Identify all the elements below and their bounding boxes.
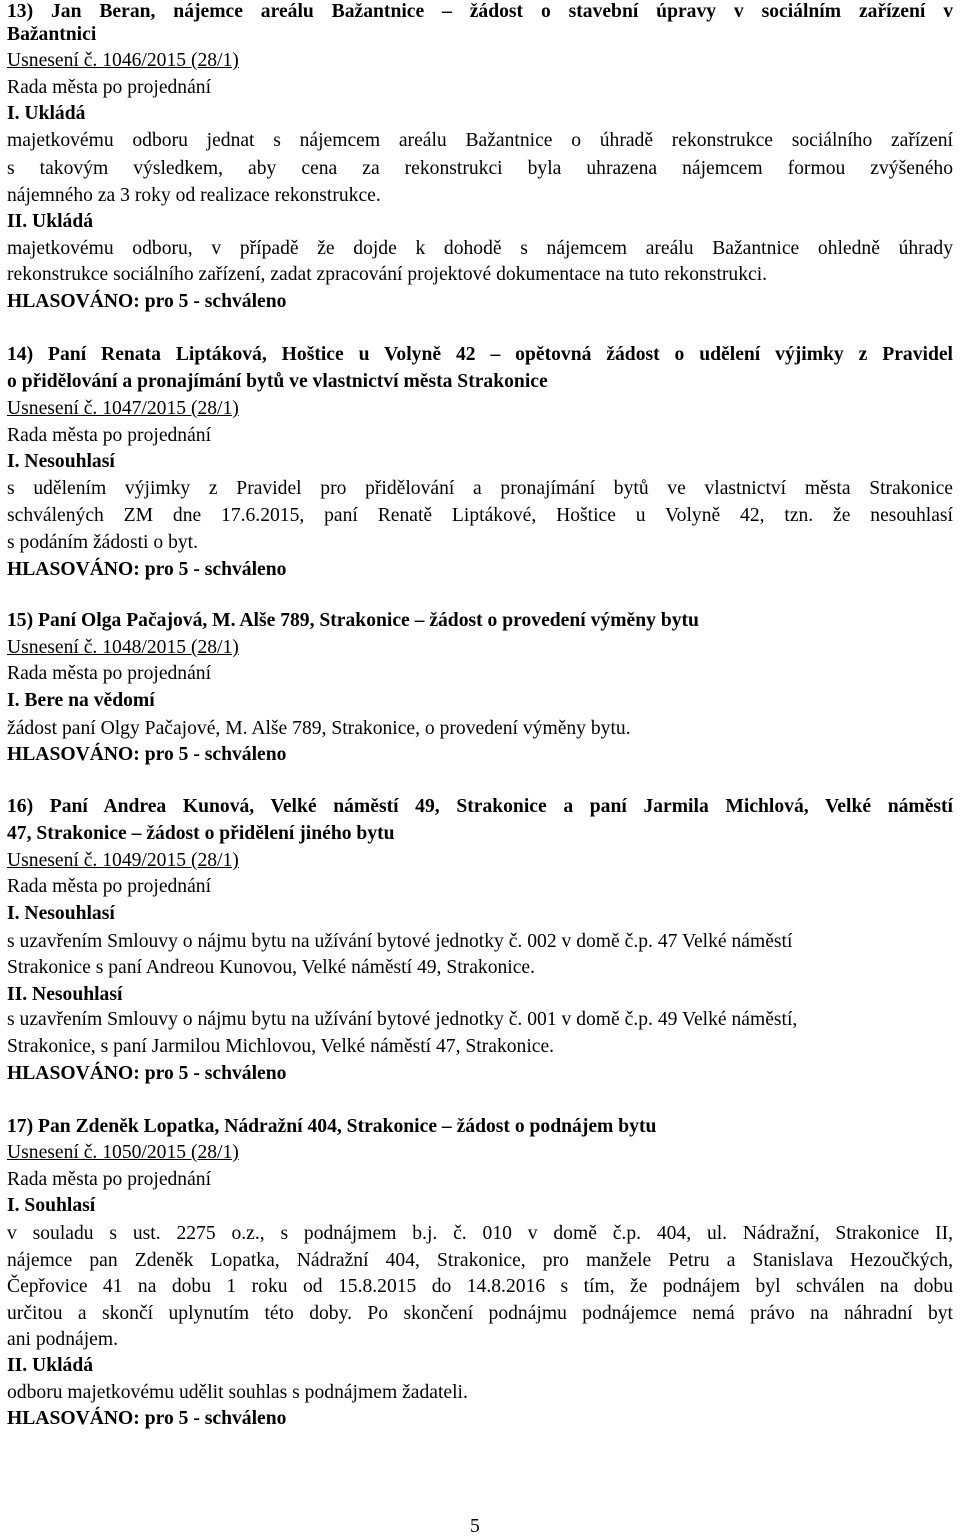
resolution-text: s podáním žádosti o byt.	[7, 532, 199, 553]
resolution-text: nájemce pan Zdeněk Lopatka, Nádražní 404, Strakonice, pro manžele Petru a Stanislava Hezoučkých,	[7, 1250, 953, 1271]
resolution-text: odboru majetkovému udělit souhlas s podnájmem žadateli.	[7, 1382, 468, 1403]
resolution-point-heading: I. Souhlasí	[7, 1195, 96, 1216]
section-14-title: 14) Paní Renata Liptáková, Hoštice u Volyně 42 – opětovná žádost o udělení výjimky z Pravidel	[7, 344, 953, 365]
council-line: Rada města po projednání	[7, 425, 212, 446]
resolution-point-heading: I. Nesouhlasí	[7, 903, 115, 924]
resolution-text: rekonstrukce sociálního zařízení, zadat zpracování projektové dokumentace na tuto rekonstrukci.	[7, 264, 768, 285]
resolution-text: s uzavřením Smlouvy o nájmu bytu na užívání bytové jednotky č. 001 v domě č.p. 49 Velké náměstí,	[7, 1009, 798, 1030]
vote-result: HLASOVÁNO: pro 5 - schváleno	[7, 1063, 287, 1084]
vote-result: HLASOVÁNO: pro 5 - schváleno	[7, 744, 287, 765]
resolution-point-heading: II. Nesouhlasí	[7, 984, 123, 1005]
resolution-text: Čepřovice 41 na dobu 1 roku od 15.8.2015 do 14.8.2016 s tím, že podnájem byl schválen na dobu	[7, 1276, 953, 1297]
section-13-title-cont: Bažantnici	[7, 24, 97, 45]
resolution-point-heading: II. Ukládá	[7, 1355, 94, 1376]
resolution-point-heading: I. Ukládá	[7, 103, 86, 124]
resolution-text: Strakonice, s paní Jarmilou Michlovou, Velké náměstí 47, Strakonice.	[7, 1036, 555, 1057]
section-17-title: 17) Pan Zdeněk Lopatka, Nádražní 404, Strakonice – žádost o podnájem bytu	[7, 1116, 657, 1137]
resolution-number: Usnesení č. 1048/2015 (28/1)	[7, 637, 239, 658]
resolution-text: majetkovému odboru jednat s nájemcem areálu Bažantnice o úhradě rekonstrukce sociálního zařízení	[7, 130, 953, 151]
vote-result: HLASOVÁNO: pro 5 - schváleno	[7, 291, 287, 312]
council-line: Rada města po projednání	[7, 1169, 212, 1190]
resolution-text: žádost paní Olgy Pačajové, M. Alše 789, Strakonice, o provedení výměny bytu.	[7, 718, 631, 739]
resolution-text: nájemného za 3 roky od realizace rekonstrukce.	[7, 185, 381, 206]
resolution-text: Strakonice s paní Andreou Kunovou, Velké náměstí 49, Strakonice.	[7, 957, 536, 978]
section-16-title-cont: 47, Strakonice – žádost o přidělení jiného bytu	[7, 823, 395, 844]
resolution-point-heading: II. Ukládá	[7, 211, 94, 232]
council-line: Rada města po projednání	[7, 876, 212, 897]
section-13-title: 13) Jan Beran, nájemce areálu Bažantnice – žádost o stavební úpravy v sociálním zařízení v	[7, 1, 953, 22]
page-number: 5	[470, 1516, 480, 1537]
resolution-text: ani podnájem.	[7, 1329, 118, 1350]
resolution-text: schválených ZM dne 17.6.2015, paní Renatě Liptákové, Hoštice u Volyně 42, tzn. že nesouhlasí	[7, 505, 953, 526]
council-line: Rada města po projednání	[7, 663, 212, 684]
resolution-text: v souladu s ust. 2275 o.z., s podnájmem b.j. č. 010 v domě č.p. 404, ul. Nádražní, Strakonice II,	[7, 1223, 953, 1244]
resolution-text: určitou a skončí uplynutím této doby. Po skončení podnájmu podnájemce nemá právo na náhradní byt	[7, 1303, 953, 1324]
resolution-text: s udělením výjimky z Pravidel pro přidělování a pronajímání bytů ve vlastnictví města Strakonice	[7, 478, 953, 499]
vote-result: HLASOVÁNO: pro 5 - schváleno	[7, 1408, 287, 1429]
vote-result: HLASOVÁNO: pro 5 - schváleno	[7, 559, 287, 580]
resolution-number: Usnesení č. 1046/2015 (28/1)	[7, 50, 239, 71]
resolution-point-heading: I. Nesouhlasí	[7, 451, 115, 472]
resolution-number: Usnesení č. 1049/2015 (28/1)	[7, 850, 239, 871]
council-line: Rada města po projednání	[7, 77, 212, 98]
resolution-point-heading: I. Bere na vědomí	[7, 690, 155, 711]
section-14-title-cont: o přidělování a pronajímání bytů ve vlastnictví města Strakonice	[7, 371, 548, 392]
resolution-text: s takovým výsledkem, aby cena za rekonstrukci byla uhrazena nájemcem formou zvýšeného	[7, 158, 953, 179]
resolution-number: Usnesení č. 1050/2015 (28/1)	[7, 1142, 239, 1163]
resolution-text: majetkovému odboru, v případě že dojde k dohodě s nájemcem areálu Bažantnice ohledně úhrady	[7, 238, 953, 259]
resolution-number: Usnesení č. 1047/2015 (28/1)	[7, 398, 239, 419]
resolution-text: s uzavřením Smlouvy o nájmu bytu na užívání bytové jednotky č. 002 v domě č.p. 47 Velké náměstí	[7, 931, 793, 952]
section-15-title: 15) Paní Olga Pačajová, M. Alše 789, Strakonice – žádost o provedení výměny bytu	[7, 610, 699, 631]
section-16-title: 16) Paní Andrea Kunová, Velké náměstí 49, Strakonice a paní Jarmila Michlová, Velké náměstí	[7, 796, 953, 817]
